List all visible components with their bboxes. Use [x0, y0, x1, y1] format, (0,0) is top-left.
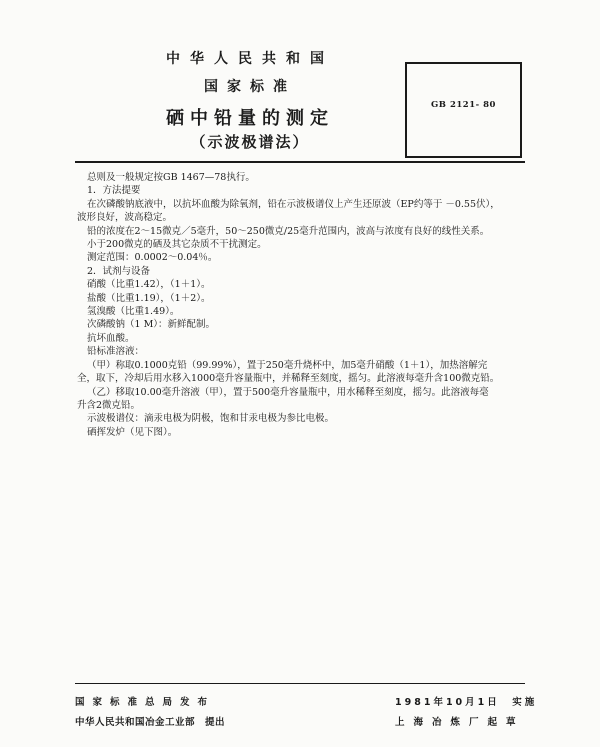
body-line: 铅的浓度在2～15微克／5毫升，50～250微克/25毫升范围内，波高与浓度有良好的线性关系。 [87, 225, 490, 237]
body-line: 全，取下，冷却后用水移入1000毫升容量瓶中，并稀释至刻度，摇匀。此溶液每毫升含100微克铅。 [77, 373, 500, 385]
drafter: 上海冶炼厂起草 [395, 717, 525, 728]
body-line: 氢溴酸（比重1.49）。 [87, 306, 180, 318]
body-line: 次磷酸钠（1 M）：新鲜配制。 [87, 319, 216, 331]
body-line: 铅标准溶液： [87, 346, 145, 358]
body-line: 测定范围：0.0002～0.04％。 [87, 252, 218, 264]
section-heading: 2．试剂与设备 [87, 265, 151, 277]
body-line: 小于200微克的硒及其它杂质不干扰测定。 [87, 239, 267, 251]
document-title: 硒中铅量的测定 [166, 108, 334, 129]
header-divider [75, 161, 525, 163]
footer-divider [75, 683, 525, 684]
body-line: 硒挥发炉（见下图）。 [87, 426, 178, 438]
body-line: 升含2微克铅。 [77, 399, 141, 411]
standard-code: GB 2121- 80 [431, 100, 496, 110]
body-line: （乙）移取10.00毫升溶液（甲），置于500毫升容量瓶中，用水稀释至刻度，摇匀。此溶液每毫 [87, 386, 489, 398]
section-heading: 1．方法提要 [87, 185, 141, 197]
standard-code-box [405, 62, 522, 158]
body-line: 在次磷酸钠底液中，以抗坏血酸为除氧剂，铅在示波极谱仪上产生还原波（EP约等于 －0.55伏）， [87, 198, 500, 210]
body-line: 波形良好，波高稳定。 [77, 212, 173, 224]
effective-date: 1981年10月1日 实施 [395, 697, 538, 708]
country-heading: 中华人民共和国 [166, 51, 334, 67]
body-text [77, 171, 527, 439]
body-line: 硝酸（比重1.42），（1＋1）。 [87, 279, 211, 291]
document-subtitle: （示波极谱法） [190, 133, 310, 151]
body-line: （甲）称取0.1000克铅（99.99%），置于250毫升烧杯中，加5毫升硝酸（1＋1），加热溶解完 [87, 359, 488, 371]
body-line: 示波极谱仪：滴汞电极为阴极，饱和甘汞电极为参比电极。 [87, 413, 335, 425]
body-line: 抗坏血酸。 [87, 332, 135, 344]
body-line: 盐酸（比重1.19），（1＋2）。 [87, 292, 211, 304]
body-line: 总则及一般规定按GB 1467—78执行。 [87, 172, 255, 183]
proposer: 中华人民共和国冶金工业部 提出 [75, 717, 226, 728]
issuer: 国家标准总局发布 [75, 697, 216, 708]
standard-type-heading: 国家标准 [204, 79, 296, 95]
